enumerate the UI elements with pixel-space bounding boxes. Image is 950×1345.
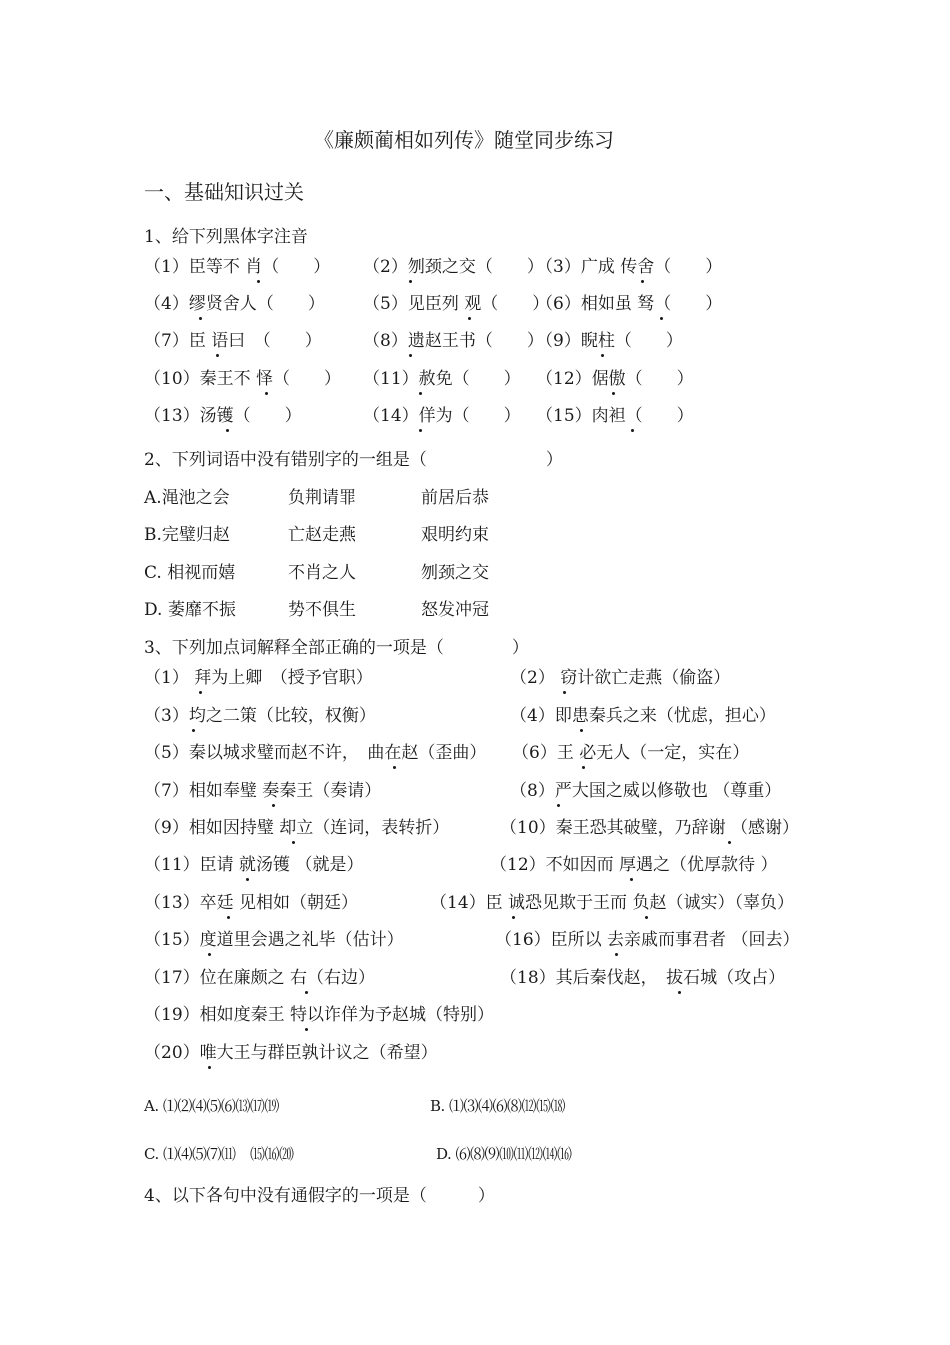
- q3-item: （10）秦王恐其破璧，乃辞谢 （感谢）: [500, 818, 800, 838]
- q3-option: C. ⑴⑷⑸⑺⑾ ⒂⒃⒇: [144, 1145, 294, 1163]
- q1-item: （5）见臣列 观（ ）: [363, 294, 550, 314]
- emphasis-dot: [631, 429, 634, 432]
- q1-item: （4）缪贤舍人（ ）: [144, 294, 325, 314]
- emphasis-dot: [192, 729, 195, 732]
- q2-option: D. 萎靡不振: [144, 600, 236, 620]
- emphasis-dot: [199, 317, 202, 320]
- q1-item: （1）臣等不 肖（ ）: [144, 257, 331, 277]
- emphasis-dot: [257, 280, 260, 283]
- q1-item: （6）相如虽 驽（ ）: [536, 294, 723, 314]
- q3-item: （16）臣所以 去亲戚而事君者 （回去）: [495, 930, 800, 950]
- emphasis-dot: [557, 804, 560, 807]
- emphasis-dot: [419, 429, 422, 432]
- q3-stem: 3、下列加点词解释全部正确的一项是（ ）: [144, 638, 529, 658]
- q3-item: （9）相如因持璧 却立（连词，表转折）: [144, 818, 450, 838]
- q1-item: （14）佯为（ ）: [363, 406, 521, 426]
- q2-option: 不肖之人: [288, 563, 356, 583]
- emphasis-dot: [582, 766, 585, 769]
- emphasis-dot: [227, 916, 230, 919]
- emphasis-dot: [216, 354, 219, 357]
- emphasis-dot: [305, 991, 308, 994]
- q3-item: （2） 窃计欲亡走燕（偷盗）: [510, 668, 731, 688]
- emphasis-dot: [660, 317, 663, 320]
- q1-item: （7）臣 语曰 （ ）: [144, 331, 322, 351]
- q1-item: （15）肉袒（ ）: [536, 406, 694, 426]
- q1-item: （11）赦免（ ）: [363, 369, 521, 389]
- q3-option: A. ⑴⑵⑷⑸⑹⒀⒄⒆: [144, 1097, 279, 1115]
- emphasis-dot: [580, 729, 583, 732]
- emphasis-dot: [601, 354, 604, 357]
- emphasis-dot: [563, 691, 566, 694]
- q3-item: （14）臣 诚恐见欺于王而 负赵（诚实）（辜负）: [430, 893, 794, 913]
- q3-item: （12）不如因而 厚遇之（优厚款待 ）: [490, 855, 778, 875]
- emphasis-dot: [728, 841, 731, 844]
- q1-item: （9）睨柱（ ）: [536, 331, 683, 351]
- emphasis-dot: [678, 991, 681, 994]
- emphasis-dot: [208, 953, 211, 956]
- emphasis-dot: [615, 953, 618, 956]
- q3-item: （19）相如度秦王 特以诈佯为予赵城（特别）: [144, 1005, 495, 1025]
- q2-option: C. 相视而嬉: [144, 563, 236, 583]
- q3-item: （6）王 必无人（一定，实在）: [512, 743, 750, 763]
- q3-item: （13）卒廷 见相如（朝廷）: [144, 893, 359, 913]
- q3-item: （3）均之二策（比较，权衡）: [144, 706, 376, 726]
- emphasis-dot: [419, 392, 422, 395]
- q3-item: （18）其后秦伐赵， 拔石城（攻占）: [500, 968, 786, 988]
- q1-item: （2）刎颈之交（ ）: [363, 257, 544, 277]
- emphasis-dot: [468, 317, 471, 320]
- q1-item: （12）倨傲（ ）: [536, 369, 694, 389]
- emphasis-dot: [292, 841, 295, 844]
- emphasis-dot: [272, 804, 275, 807]
- emphasis-dot: [208, 1066, 211, 1069]
- emphasis-dot: [265, 392, 268, 395]
- q2-option: 前居后恭: [421, 488, 489, 508]
- q2-option: 势不俱生: [288, 600, 356, 620]
- q3-item: （4）即患秦兵之来（忧虑，担心）: [510, 706, 776, 726]
- emphasis-dot: [393, 766, 396, 769]
- section-heading: 一、基础知识过关: [144, 180, 304, 204]
- q1-item: （3）广成 传舍（ ）: [536, 257, 723, 277]
- q3-item: （8）严大国之威以修敬也 （尊重）: [510, 781, 782, 801]
- q1-item: （10）秦王不 怿（ ）: [144, 369, 342, 389]
- q2-option: A.渑池之会: [144, 488, 230, 508]
- emphasis-dot: [512, 916, 515, 919]
- q3-item: （20）唯大王与群臣孰计议之（希望）: [144, 1043, 438, 1063]
- emphasis-dot: [630, 878, 633, 881]
- q3-option: B. ⑴⑶⑷⑹⑻⑿⒂⒅: [430, 1097, 566, 1115]
- q2-option: B.完璧归赵: [144, 525, 230, 545]
- emphasis-dot: [612, 392, 615, 395]
- q3-item: （7）相如奉璧 奏秦王（奏请）: [144, 781, 382, 801]
- emphasis-dot: [226, 429, 229, 432]
- emphasis-dot: [246, 878, 249, 881]
- q1-item: （8）遗赵王书（ ）: [363, 331, 544, 351]
- q1-item: （13）汤镬（ ）: [144, 406, 302, 426]
- q4-stem: 4、以下各句中没有通假字的一项是（ ）: [144, 1186, 495, 1206]
- page-title: 《廉颇蔺相如列传》随堂同步练习: [314, 128, 614, 152]
- emphasis-dot: [409, 354, 412, 357]
- q3-option: D. ⑹⑻⑼⑽⑾⑿⒁⒃: [436, 1145, 572, 1163]
- q1-stem: 1、给下列黑体字注音: [144, 227, 308, 247]
- emphasis-dot: [199, 691, 202, 694]
- q2-stem: 2、下列词语中没有错别字的一组是（ ）: [144, 450, 563, 470]
- q3-item: （17）位在廉颇之 右（右边）: [144, 968, 376, 988]
- q2-option: 亡赵走燕: [288, 525, 356, 545]
- emphasis-dot: [641, 280, 644, 283]
- q2-option: 怒发冲冠: [421, 600, 489, 620]
- emphasis-dot: [645, 916, 648, 919]
- q2-option: 艰明约束: [421, 525, 489, 545]
- q2-option: 负荆请罪: [288, 488, 356, 508]
- q3-item: （15）度道里会遇之礼毕（估计）: [144, 930, 404, 950]
- q3-item: （1） 拜为上卿 （授予官职）: [144, 668, 373, 688]
- emphasis-dot: [409, 280, 412, 283]
- q3-item: （5）秦以城求璧而赵不许， 曲在赵（歪曲）: [144, 743, 487, 763]
- q2-option: 刎颈之交: [421, 563, 489, 583]
- q3-item: （11）臣请 就汤镬 （就是）: [144, 855, 364, 875]
- emphasis-dot: [305, 1028, 308, 1031]
